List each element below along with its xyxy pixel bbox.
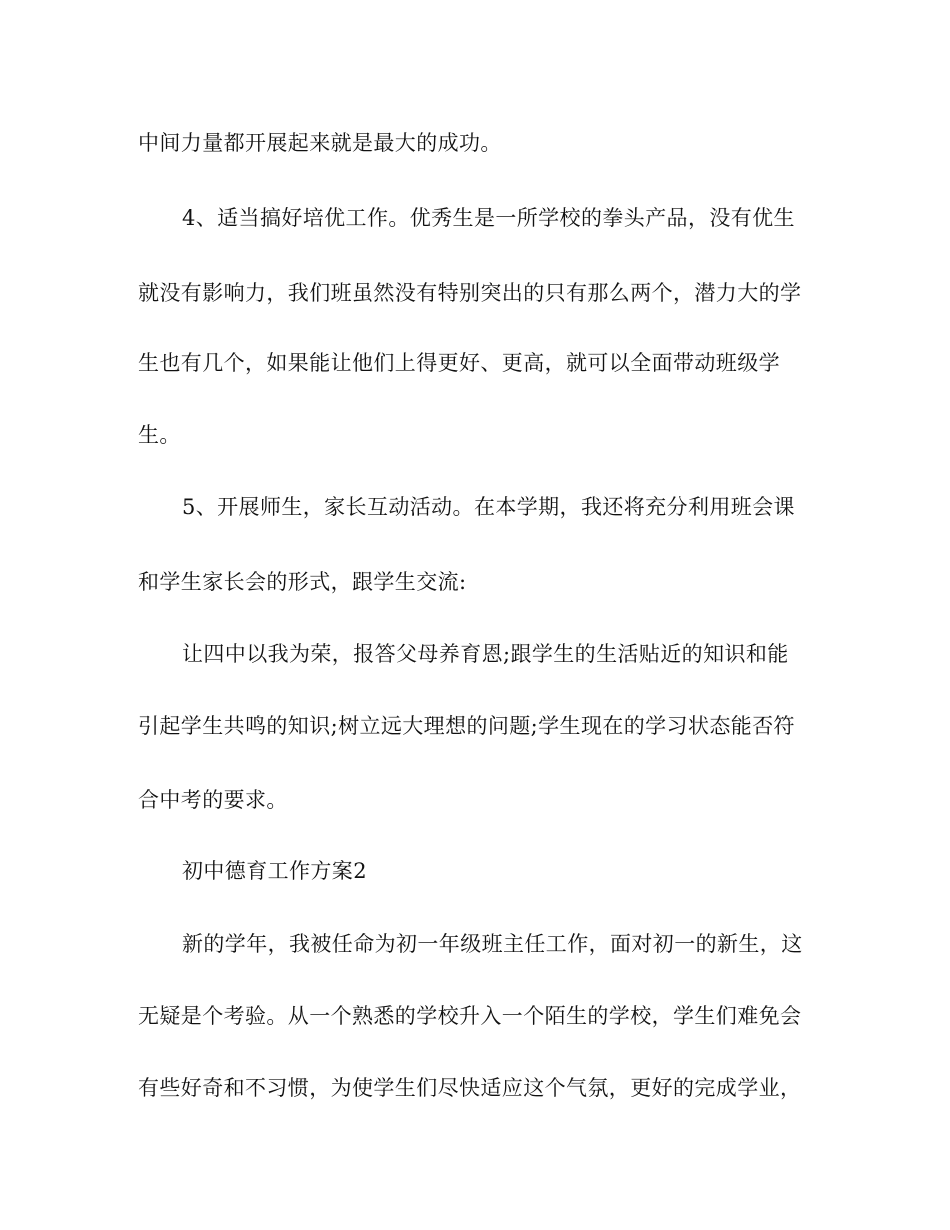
text-line: 生也有几个，如果能让他们上得更好、更高，就可以全面带动班级学 — [138, 351, 780, 375]
text-line: 5、开展师生，家长互动活动。在本学期，我还将充分利用班会课 — [182, 495, 795, 519]
text-line: 4、适当搞好培优工作。优秀生是一所学校的拳头产品，没有优生 — [182, 206, 795, 230]
text-line: 新的学年，我被任命为初一年级班主任工作，面对初一的新生，这 — [182, 932, 803, 956]
text-line: 就没有影响力，我们班虽然没有特别突出的只有那么两个，潜力大的学 — [138, 281, 802, 305]
text-line: 和学生家长会的形式，跟学生交流: — [138, 570, 467, 594]
text-line: 合中考的要求。 — [138, 788, 288, 812]
text-line: 中间力量都开展起来就是最大的成功。 — [138, 131, 502, 155]
text-line: 让四中以我为荣，报答父母养育恩;跟学生的生活贴近的知识和能 — [182, 642, 789, 666]
section-heading: 初中德育工作方案2 — [182, 859, 367, 883]
text-line: 生。 — [138, 423, 181, 447]
text-line: 有些好奇和不习惯，为使学生们尽快适应这个气氛，更好的完成学业， — [138, 1076, 802, 1100]
text-line: 无疑是个考验。从一个熟悉的学校升入一个陌生的学校，学生们难免会 — [138, 1004, 802, 1028]
text-line: 引起学生共鸣的知识;树立远大理想的问题;学生现在的学习状态能否符 — [138, 714, 795, 738]
